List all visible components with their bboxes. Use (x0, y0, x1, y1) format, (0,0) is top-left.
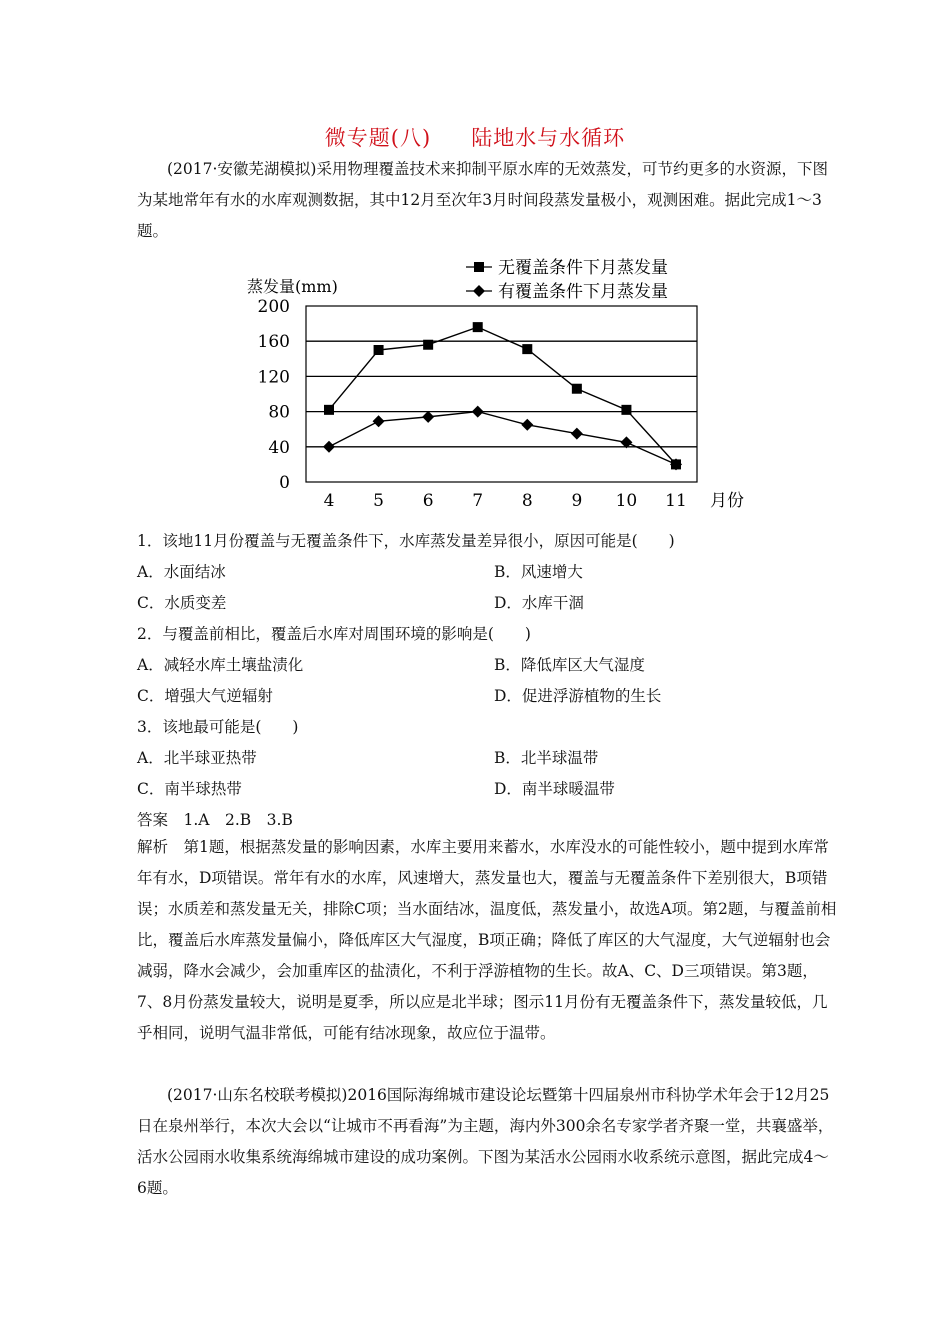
question-3-option-a: A．北半球亚热带 (137, 749, 257, 767)
point-s0-6 (423, 340, 433, 350)
question-1-option-d: D．水库干涸 (494, 594, 584, 612)
question-3-option-d: D．南半球暖温带 (494, 780, 615, 798)
grid-layer (306, 341, 697, 447)
point-s1-8 (521, 419, 533, 431)
x-tick-5: 5 (373, 491, 384, 511)
legend-marker-uncovered (474, 262, 484, 272)
page-title (0, 122, 950, 152)
plot-frame (306, 306, 697, 482)
y-tick-labels (258, 297, 290, 493)
y-tick-0: 0 (279, 473, 290, 493)
y-tick-200: 200 (257, 297, 290, 317)
legend-label-covered: 有覆盖条件下月蒸发量 (498, 282, 668, 302)
intro-paragraph-1: (2017·安徽芜湖模拟)采用物理覆盖技术来抑制平原水库的无效蒸发，可节约更多的水资源，下图为某地常年有水的水库观测数据，其中12月至次年3月时间段蒸发量极小，观测困难。据此完成1～3题。 (137, 160, 828, 240)
x-tick-4: 4 (323, 491, 335, 511)
x-tick-7: 7 (472, 491, 484, 511)
y-tick-40: 40 (268, 437, 290, 458)
question-3-stem: 3．该地最可能是( ) (137, 718, 299, 736)
question-3-option-c: C．南半球热带 (137, 780, 242, 798)
point-s1-4 (323, 441, 335, 453)
point-s0-5 (374, 345, 384, 355)
question-1-option-c: C．水质变差 (137, 594, 227, 612)
y-tick-80: 80 (268, 402, 290, 423)
question-2-stem: 2．与覆盖前相比，覆盖后水库对周围环境的影响是( ) (137, 625, 531, 643)
point-s1-5 (373, 415, 385, 427)
title-part-2: 陆地水与水循环 (471, 126, 626, 150)
point-s0-10 (621, 405, 631, 415)
chart-legend (466, 258, 668, 302)
question-2-option-a: A．减轻水库土壤盐渍化 (137, 656, 304, 674)
question-2-option-c: C．增强大气逆辐射 (137, 687, 273, 705)
point-s0-9 (572, 384, 582, 394)
point-s0-7 (473, 322, 483, 332)
x-tick-labels (324, 491, 687, 511)
point-s0-4 (324, 405, 334, 415)
x-axis-label: 月份 (710, 491, 744, 511)
question-2-option-b: B．降低库区大气湿度 (494, 656, 645, 674)
y-tick-160: 160 (257, 332, 290, 353)
analysis-paragraph: 解析 第1题，根据蒸发量的影响因素，水库主要用来蓄水，水库没水的可能性较小，题中提到水库常年有水，D项错误。常年有水的水库，风速增大，蒸发量也大，覆盖与无覆盖条件下差别很大，B项错误；水质差和蒸发量无关，排除C项；当水面结冰，温度低，蒸发量小，故选A项。第2题，与覆盖前相比，覆盖后水库蒸发量偏小，降低库区大气湿度，B项正确；降低了库区的大气湿度，大气逆辐射也会减弱，降水会减少，会加重库区的盐渍化，不利于浮游植物的生长。故A、C、D三项错误。第3题，7、8月份蒸发量较大，说明是夏季，所以应是北半球；图示11月份有无覆盖条件下，蒸发量较低，几乎相同，说明气温非常低，可能有结冰现象，故应位于温带。 (137, 838, 837, 1042)
point-s0-8 (522, 344, 532, 354)
question-1-stem: 1．该地11月份覆盖与无覆盖条件下，水库蒸发量差异很小，原因可能是( ) (137, 532, 675, 550)
legend-label-uncovered: 无覆盖条件下月蒸发量 (498, 258, 668, 278)
point-s1-9 (571, 428, 583, 440)
intro-paragraph-2: (2017·山东名校联考模拟)2016国际海绵城市建设论坛暨第十四届泉州市科协学术年会于12月25日在泉州举行，本次大会以“让城市不再看海”为主题，海内外300余名专家学者齐聚一堂，共襄盛举，活水公园雨水收集系统海绵城市建设的成功案例。下图为某活水公园雨水收系统示意图，据此完成4～6题。 (137, 1086, 834, 1197)
question-3-option-b: B．北半球温带 (494, 749, 599, 767)
question-1-option-b: B．风速增大 (494, 563, 583, 581)
series-layer (323, 322, 682, 470)
y-axis-label: 蒸发量(mm) (247, 277, 338, 296)
title-part-1: 微专题(八) (324, 126, 432, 150)
point-s1-6 (422, 411, 434, 423)
x-tick-6: 6 (422, 491, 434, 511)
x-tick-10: 10 (615, 491, 638, 511)
answer-line: 答案 1.A 2.B 3.B (137, 811, 293, 829)
question-1-option-a: A．水面结冰 (137, 563, 226, 581)
legend-marker-covered (473, 285, 485, 297)
point-s1-7 (472, 406, 484, 418)
x-tick-8: 8 (521, 491, 533, 511)
x-tick-11: 11 (665, 491, 687, 511)
x-tick-9: 9 (571, 491, 583, 511)
evaporation-chart (230, 248, 750, 516)
y-tick-120: 120 (257, 367, 290, 388)
question-2-option-d: D．促进浮游植物的生长 (494, 687, 662, 705)
